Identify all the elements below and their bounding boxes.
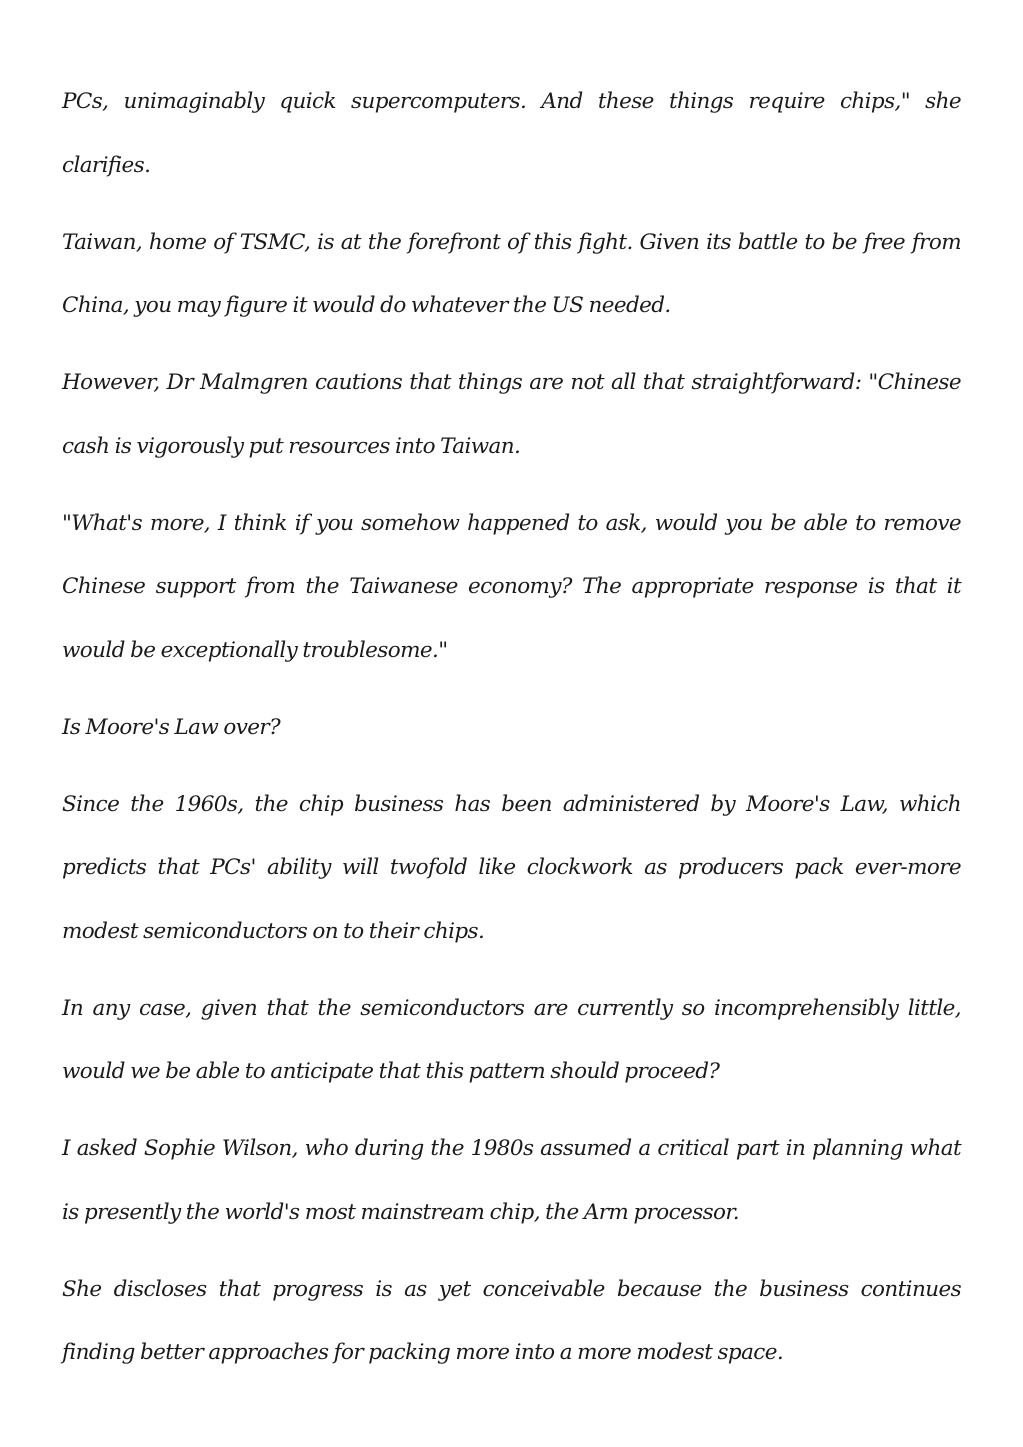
section-heading-moores-law: Is Moore's Law over? (62, 714, 280, 740)
paragraph-sophie-wilson: I asked Sophie Wilson, who during the 1980s assumed a critical part in planning what is presently the world's most mainstream chip, the Arm processor. (62, 1136, 961, 1225)
paragraph-chinese-support: "What's more, I think if you somehow happened to ask, would you be able to remove Chinese support from the Taiwanese economy? The appropriate response is that it would be exceptionally troublesome." (62, 510, 961, 663)
paragraph-moores-law-history: Since the 1960s, the chip business has been administered by Moore's Law, which predicts that PCs' ability will twofold like clockwork as producers pack ever-more modest semiconductors on to their chips. (62, 791, 961, 944)
paragraph-chips-clarifies: PCs, unimaginably quick supercomputers. And these things require chips," she clarifies. (62, 89, 961, 178)
paragraph-pattern-proceed: In any case, given that the semiconductors are currently so incomprehensibly little, would we be able to anticipate that this pattern should proceed? (62, 995, 961, 1084)
paragraph-progress-conceivable: She discloses that progress is as yet conceivable because the business continues finding better approaches for packing more into a more modest space. (62, 1276, 961, 1365)
paragraph-malmgren-cautions: However, Dr Malmgren cautions that things are not all that straightforward: "Chinese cash is vigorously put resources into Taiwan. (62, 370, 961, 459)
paragraph-taiwan-tsmc: Taiwan, home of TSMC, is at the forefront of this fight. Given its battle to be free from China, you may figure it would do whatever the US needed. (62, 229, 961, 318)
document-page (62, 70, 961, 1398)
